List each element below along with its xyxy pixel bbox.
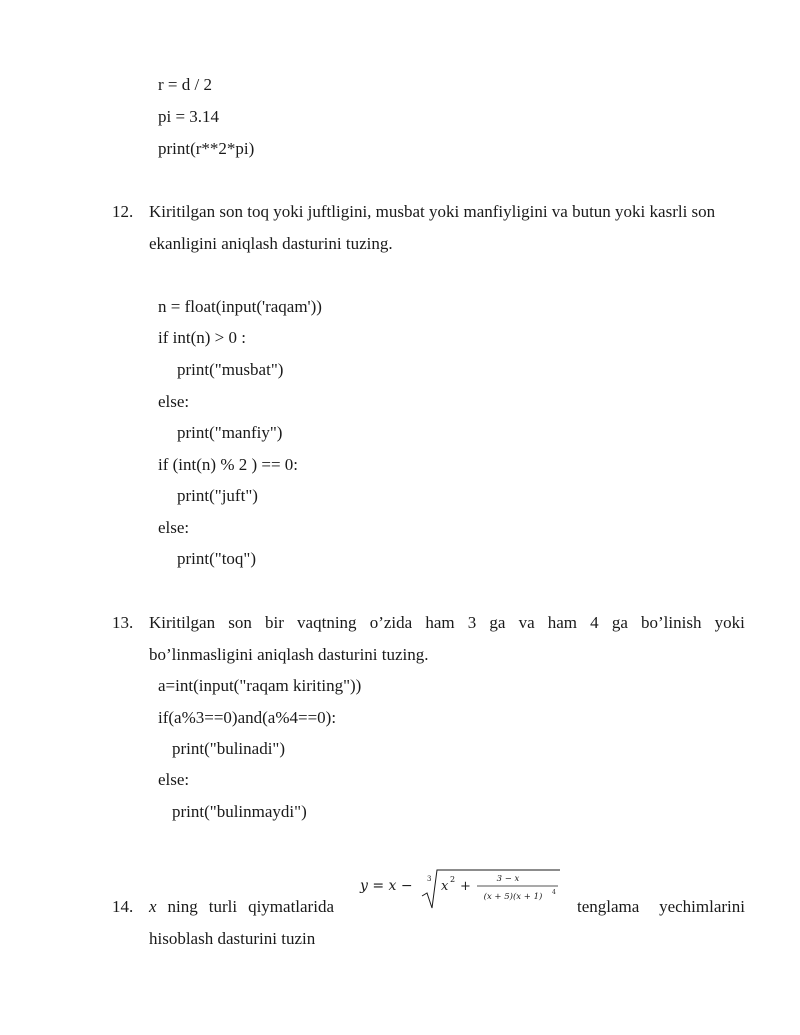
word: 4 <box>590 613 599 632</box>
word: vaqtning <box>297 613 357 632</box>
word: bo’linish <box>641 613 702 632</box>
variable: x <box>149 897 157 916</box>
word: bir <box>265 613 284 632</box>
word: ham <box>425 613 455 632</box>
word: va <box>518 613 535 632</box>
code-line: if int(n) > 0 : <box>158 328 246 347</box>
formula-left-words <box>149 897 334 917</box>
code-line: pi = 3.14 <box>158 107 220 126</box>
equation-lhs: y = x − <box>360 878 413 894</box>
code-line: if (int(n) % 2 ) == 0: <box>158 455 299 474</box>
word: yechimlarini <box>659 897 745 916</box>
code-line: n = float(input('raqam')) <box>158 297 322 316</box>
code-line: else: <box>158 770 190 789</box>
formula-right-words <box>577 897 745 917</box>
item-number: 14. <box>112 897 134 916</box>
task-text: bo’linmasligini aniqlash dasturini tuzing. <box>149 645 429 664</box>
equation <box>358 866 562 912</box>
item-number: 12. <box>112 202 134 221</box>
task-text: ekanligini aniqlash dasturini tuzing. <box>149 234 393 253</box>
word: yoki <box>714 613 745 632</box>
word: turli <box>208 897 238 916</box>
code-line: print("musbat") <box>177 360 284 379</box>
word: ning <box>167 897 198 916</box>
x-exponent: 2 <box>450 875 456 884</box>
item-number: 13. <box>112 613 134 632</box>
word: Kiritilgan <box>149 613 216 632</box>
word: ham <box>547 613 578 632</box>
code-line: else: <box>158 392 190 411</box>
fraction-numerator: 3 − x <box>496 874 520 884</box>
fraction-denominator: (x + 5)(x + 1) <box>483 892 543 902</box>
x-base: x <box>441 879 449 894</box>
code-line: print("manfiy") <box>177 423 283 442</box>
plus-sign: + <box>460 879 471 894</box>
code-line: a=int(input("raqam kiriting")) <box>158 676 362 695</box>
code-line: r = d / 2 <box>158 75 212 94</box>
code-line: print("toq") <box>177 549 257 568</box>
code-line: print(r**2*pi) <box>158 139 255 158</box>
word: qiymatlarida <box>248 897 334 916</box>
denominator-exponent: 4 <box>552 889 556 896</box>
code-line: print("bulinmaydi") <box>172 802 307 821</box>
word: ga <box>611 613 628 632</box>
task-text: hisoblash dasturini tuzin <box>149 929 316 948</box>
root-index: 3 <box>427 875 432 883</box>
task-text: Kiritilgan son toq yoki juftligini, musbat yoki manfiyligini va butun yoki kasrli son <box>149 202 716 221</box>
code-line: if(a%3==0)and(a%4==0): <box>158 708 337 727</box>
word: tenglama <box>577 897 640 916</box>
task-text-justified <box>149 613 745 633</box>
word: o’zida <box>369 613 413 632</box>
code-line: print("juft") <box>177 486 258 505</box>
code-line: else: <box>158 518 190 537</box>
code-line: print("bulinadi") <box>172 739 286 758</box>
word: son <box>228 613 252 632</box>
word: ga <box>489 613 506 632</box>
word: 3 <box>467 613 477 632</box>
